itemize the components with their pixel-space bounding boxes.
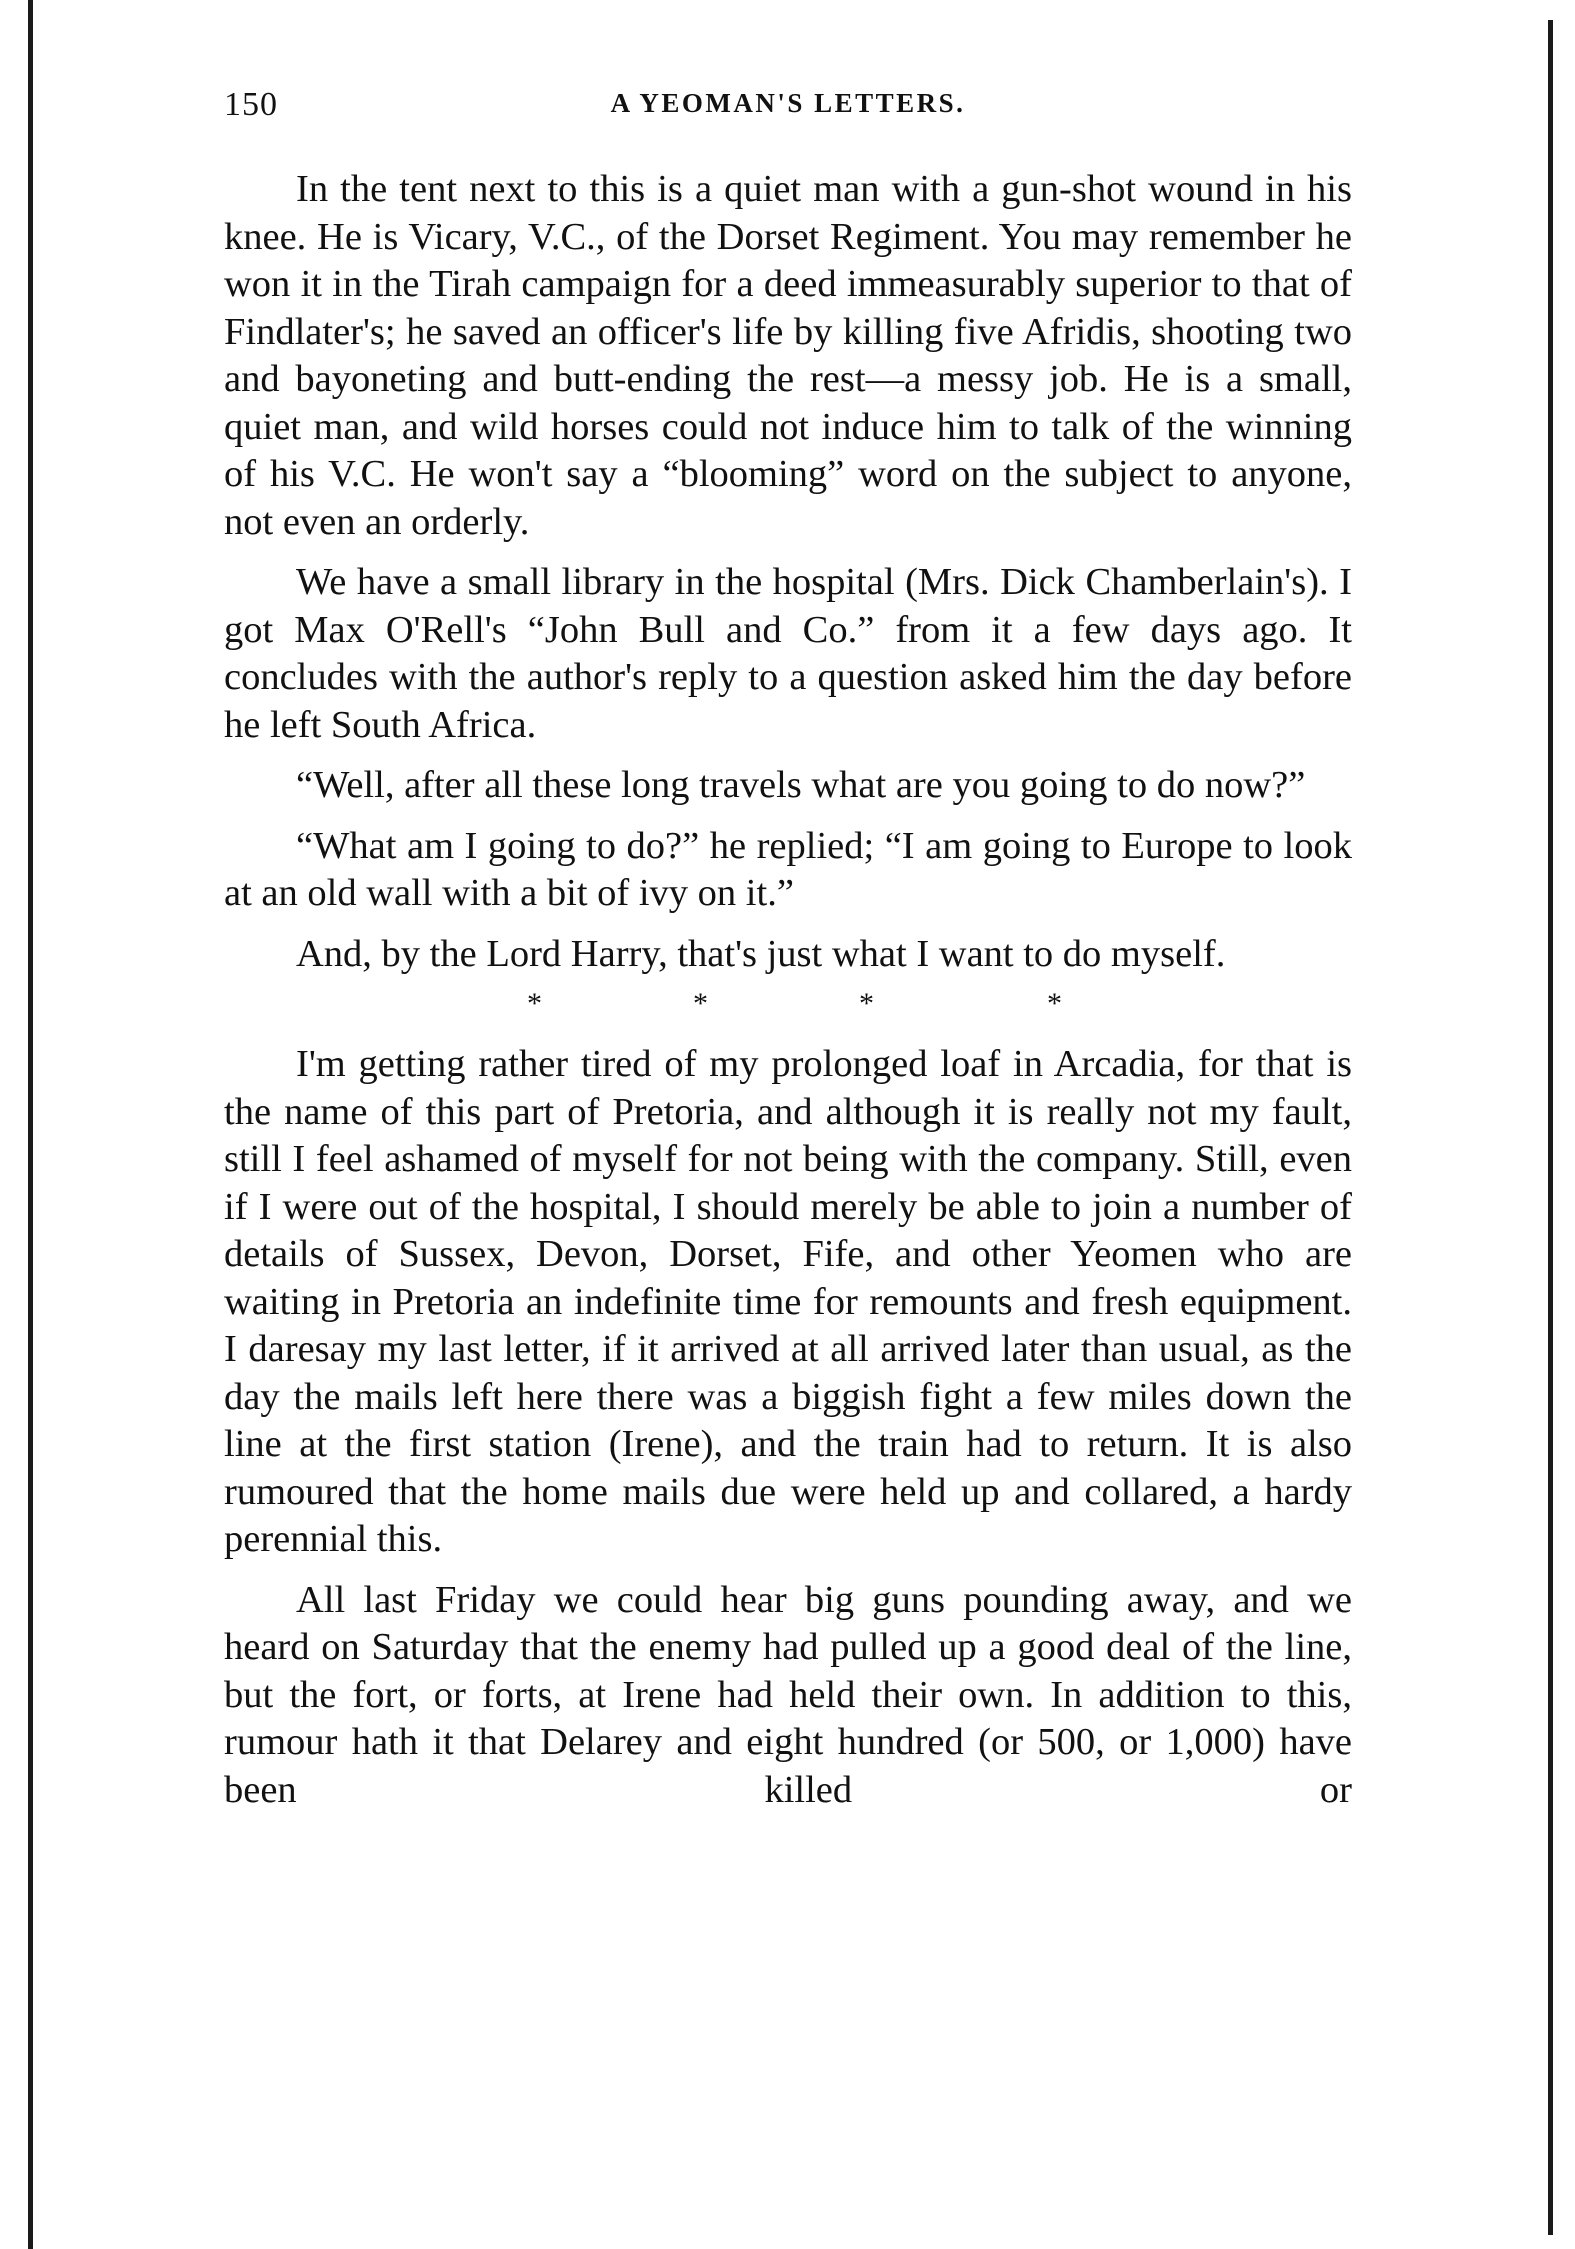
paragraph-library: We have a small library in the hospital (Mrs. Dick Chamberlain's). I got Max O'Rell's “John Bull and Co.” from it a few days ago. It concludes with the author's reply to a question asked him the day before he left South Africa.	[224, 561, 1352, 746]
paragraph-lord-harry: And, by the Lord Harry, that's just what I want to do myself.	[296, 932, 1226, 975]
running-title: A YEOMAN'S LETTERS.	[610, 88, 966, 118]
separator-asterisk: *	[693, 987, 708, 1020]
page-header	[224, 86, 1352, 134]
paragraph-big-guns: All last Friday we could hear big guns pounding away, and we heard on Saturday that the enemy had pulled up a good deal of the line, but the fort, or forts, at Irene had held their own. In addition to this, rumour hath it that Delarey and eight hundred (or 500, or 1,000) have been killed or	[224, 1578, 1352, 1811]
separator-asterisk: *	[1047, 987, 1062, 1020]
page-number: 150	[224, 86, 278, 123]
paragraph-vicary: In the tent next to this is a quiet man with a gun-shot wound in his knee. He is Vicary, V.C., of the Dorset Regiment. You may remember he won it in the Tirah campaign for a deed immeasurably superior to that of Findlater's; he saved an officer's life by killing five Afridis, shooting two and bayoneting and butt-ending the rest—a messy job. He is a small, quiet man, and wild horses could not induce him to talk of the winning of his V.C. He won't say a “blooming” word on the subject to anyone, not even an orderly.	[224, 168, 1352, 543]
left-page-edge	[28, 0, 33, 2249]
section-separator	[224, 983, 1352, 1041]
page-body	[224, 166, 1352, 1827]
paragraph-reply: “What am I going to do?” he replied; “I am going to Europe to look at an old wall with a bit of ivy on it.”	[224, 824, 1352, 914]
right-page-edge	[1548, 20, 1553, 2235]
separator-asterisk: *	[859, 987, 874, 1020]
separator-asterisk: *	[527, 987, 542, 1020]
paragraph-arcadia: I'm getting rather tired of my prolonged loaf in Arcadia, for that is the name of this part of Pretoria, and although it is really not my fault, still I feel ashamed of myself for not being with the company. Still, even if I were out of the hospital, I should merely be able to join a number of details of Sussex, Devon, Dorset, Fife, and other Yeomen who are waiting in Pretoria an indefinite time for remounts and fresh equipment. I daresay my last letter, if it arrived at all arrived later than usual, as the day the mails left here there was a biggish fight a few miles down the line at the first station (Irene), and the train had to return. It is also rumoured that the home mails due were held up and collared, a hardy perennial this.	[224, 1043, 1352, 1560]
paragraph-question: “Well, after all these long travels what are you going to do now?”	[296, 764, 1306, 806]
